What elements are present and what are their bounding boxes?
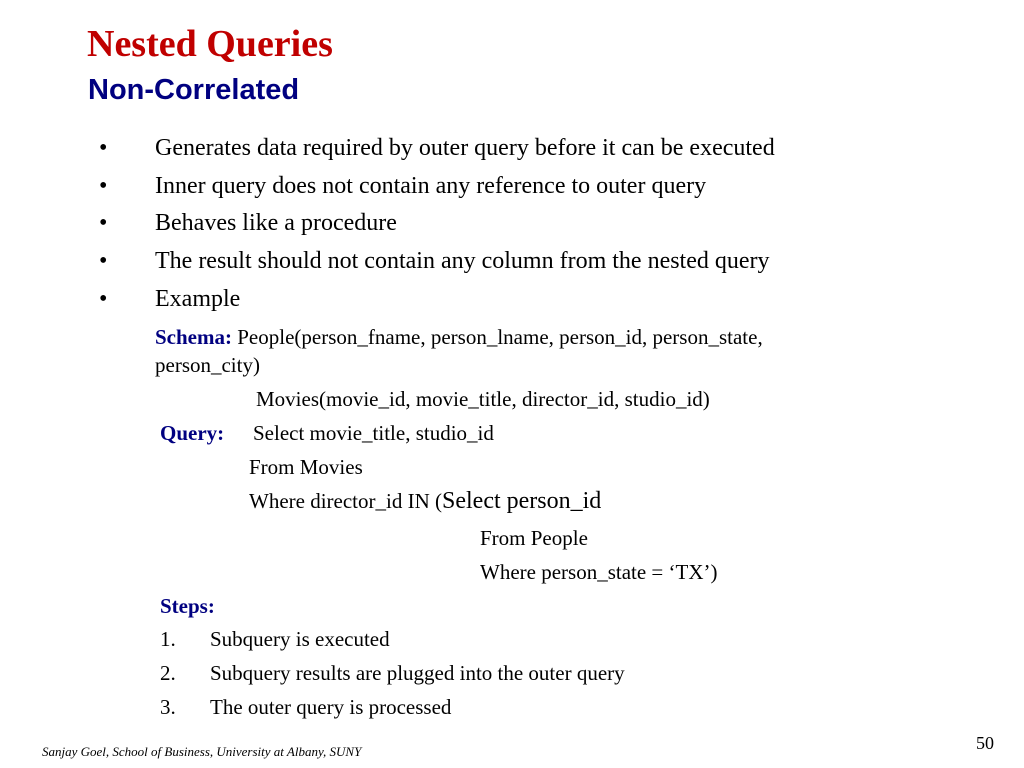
page-number: 50 <box>976 733 994 753</box>
query-label: Query: <box>160 421 225 445</box>
inner-from: From People <box>480 526 588 550</box>
bullet-text: The result should not contain any column from the nested query <box>155 248 770 274</box>
query-from: From Movies <box>249 455 363 479</box>
step-text: The outer query is processed <box>210 695 452 719</box>
inner-where: Where person_state = ‘TX’) <box>480 560 718 584</box>
schema-line-2: person_city) <box>155 353 260 377</box>
step-number: 2. <box>160 661 176 685</box>
schema-label: Schema: <box>155 325 232 349</box>
query-where <box>249 488 601 514</box>
bullet-marker: • <box>99 286 108 312</box>
slide-title: Nested Queries <box>87 23 333 65</box>
inner-select: Select person_id <box>442 488 602 514</box>
schema-people: People(person_fname, person_lname, person_id, person_state, <box>237 325 763 349</box>
step-number: 1. <box>160 627 176 651</box>
schema-movies: Movies(movie_id, movie_title, director_id, studio_id) <box>256 387 710 411</box>
schema-line-1 <box>155 324 763 350</box>
steps-label: Steps: <box>160 594 215 618</box>
bullet-text: Behaves like a procedure <box>155 210 397 236</box>
bullet-text: Generates data required by outer query before it can be executed <box>155 135 775 161</box>
bullet-marker: • <box>99 248 108 274</box>
step-number: 3. <box>160 695 176 719</box>
step-text: Subquery results are plugged into the outer query <box>210 661 625 685</box>
step-text: Subquery is executed <box>210 627 390 651</box>
bullet-marker: • <box>99 135 108 161</box>
bullet-text: Inner query does not contain any reference to outer query <box>155 173 707 199</box>
query-where-prefix: Where director_id IN ( <box>249 489 442 513</box>
footer-credit: Sanjay Goel, School of Business, University at Albany, SUNY <box>42 744 362 759</box>
slide-subtitle: Non-Correlated <box>88 74 300 106</box>
bullet-text: Example <box>155 286 241 312</box>
query-select: Select movie_title, studio_id <box>253 421 494 445</box>
bullet-marker: • <box>99 210 108 236</box>
bullet-marker: • <box>99 173 108 199</box>
